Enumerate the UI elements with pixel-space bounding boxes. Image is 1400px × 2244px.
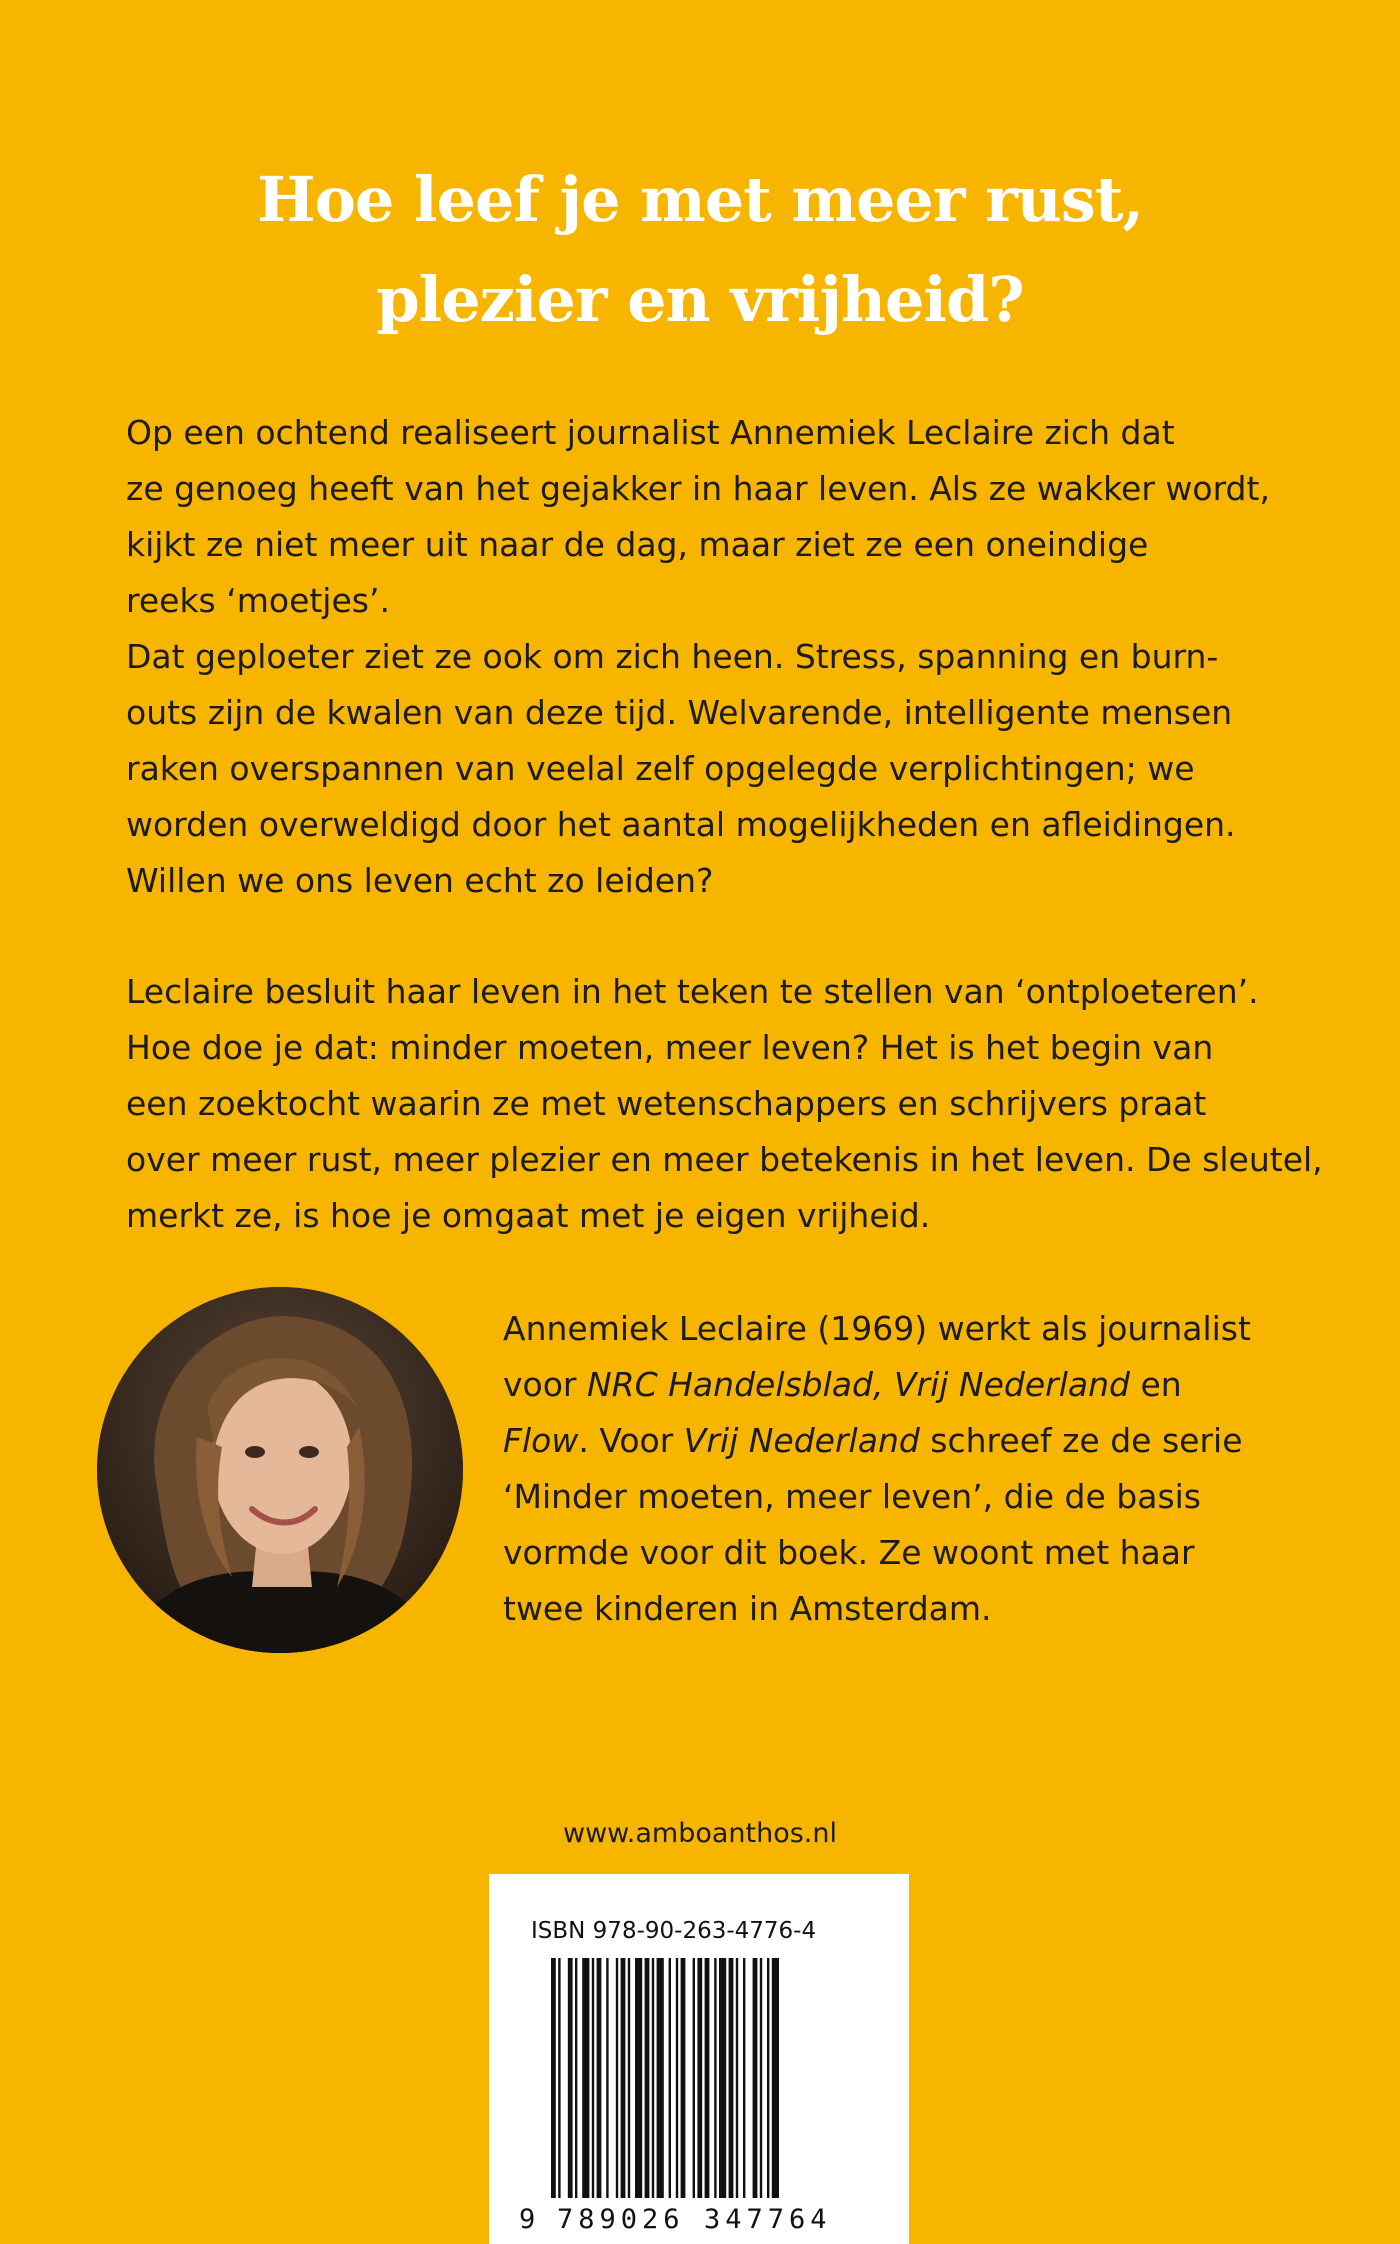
text-line: worden overweldigd door het aantal mogelijkheden en afleidingen. <box>126 805 1236 844</box>
barcode-bar <box>616 1958 618 2198</box>
barcode-bar <box>719 1958 726 2198</box>
text-line: een zoektocht waarin ze met wetenschappers en schrijvers praat <box>126 1084 1207 1123</box>
barcode-bar <box>657 1958 664 2198</box>
text-line: ze genoeg heeft van het gejakker in haar leven. Als ze wakker wordt, <box>126 469 1270 508</box>
barcode-bar <box>575 1958 577 2198</box>
barcode-bar <box>736 1958 738 2198</box>
barcode-bar <box>606 1958 608 2198</box>
isbn-label: ISBN 978-90-263-4776-4 <box>531 1918 817 1944</box>
barcode-bar <box>767 1958 769 2198</box>
barcode-bar <box>760 1958 762 2198</box>
barcode-bar <box>558 1958 560 2198</box>
barcode-bar <box>652 1958 654 2198</box>
publisher-website: www.amboanthos.nl <box>563 1818 837 1849</box>
text-line: Annemiek Leclaire (1969) werkt als journalist <box>503 1309 1251 1348</box>
author-bio <box>503 1301 1251 1637</box>
barcode-bar <box>635 1958 642 2198</box>
barcode-bar <box>743 1958 745 2198</box>
barcode-bar <box>693 1958 695 2198</box>
headline-line-2: plezier en vrijheid? <box>376 263 1024 336</box>
text-line: merkt ze, is hoe je omgaat met je eigen vrijheid. <box>126 1196 931 1235</box>
blurb-paragraph-2 <box>126 964 1323 1244</box>
headline-line-1: Hoe leef je met meer rust, <box>256 163 1144 236</box>
text-line: Op een ochtend realiseert journalist Annemiek Leclaire zich dat <box>126 413 1175 452</box>
text-line: over meer rust, meer plezier en meer betekenis in het leven. De sleutel, <box>126 1140 1323 1179</box>
text-line: outs zijn de kwalen van deze tijd. Welvarende, intelligente mensen <box>126 693 1233 732</box>
barcode-panel <box>489 1874 909 2244</box>
barcode-bar <box>628 1958 630 2198</box>
text-line: voor NRC Handelsblad, Vrij Nederland en <box>503 1365 1182 1404</box>
barcode-bar <box>714 1958 716 2198</box>
barcode-bar <box>669 1958 671 2198</box>
barcode-bar <box>753 1958 758 2198</box>
author-photo <box>97 1287 463 1653</box>
text-line: Hoe doe je dat: minder moeten, meer leven? Het is het begin van <box>126 1028 1214 1067</box>
back-cover-headline <box>0 150 1400 350</box>
barcode-bar <box>705 1958 710 2198</box>
text-line: twee kinderen in Amsterdam. <box>503 1589 992 1628</box>
blurb-paragraph-1 <box>126 405 1270 909</box>
barcode-bar <box>582 1958 589 2198</box>
text-line: Dat geploeter ziet ze ook om zich heen. Stress, spanning en burn- <box>126 637 1219 676</box>
barcode-bar <box>645 1958 650 2198</box>
text-line: Leclaire besluit haar leven in het teken te stellen van ‘ontploeteren’. <box>126 972 1259 1011</box>
barcode-left-digits: 789026 <box>557 2204 685 2235</box>
barcode-bar <box>568 1958 573 2198</box>
barcode-bar <box>772 1958 779 2198</box>
barcode-bar <box>621 1958 626 2198</box>
barcode-right-digits: 347764 <box>704 2204 832 2235</box>
barcode-bar <box>551 1958 556 2198</box>
barcode-bar <box>681 1958 686 2198</box>
text-line: reeks ‘moetjes’. <box>126 581 390 620</box>
text-line: Flow. Voor Vrij Nederland schreef ze de serie <box>503 1421 1243 1460</box>
barcode-bar <box>597 1958 602 2198</box>
barcode-first-digit: 9 <box>519 2204 536 2235</box>
barcode-bars <box>551 1958 853 2198</box>
text-line: vormde voor dit boek. Ze woont met haar <box>503 1533 1195 1572</box>
text-line: raken overspannen van veelal zelf opgelegde verplichtingen; we <box>126 749 1195 788</box>
text-line: ‘Minder moeten, meer leven’, die de basis <box>503 1477 1201 1516</box>
text-line: Willen we ons leven echt zo leiden? <box>126 861 714 900</box>
barcode-bar <box>676 1958 678 2198</box>
barcode-bar <box>697 1958 702 2198</box>
text-line: kijkt ze niet meer uit naar de dag, maar ziet ze een oneindige <box>126 525 1149 564</box>
barcode-bar <box>729 1958 734 2198</box>
barcode-bar <box>592 1958 594 2198</box>
